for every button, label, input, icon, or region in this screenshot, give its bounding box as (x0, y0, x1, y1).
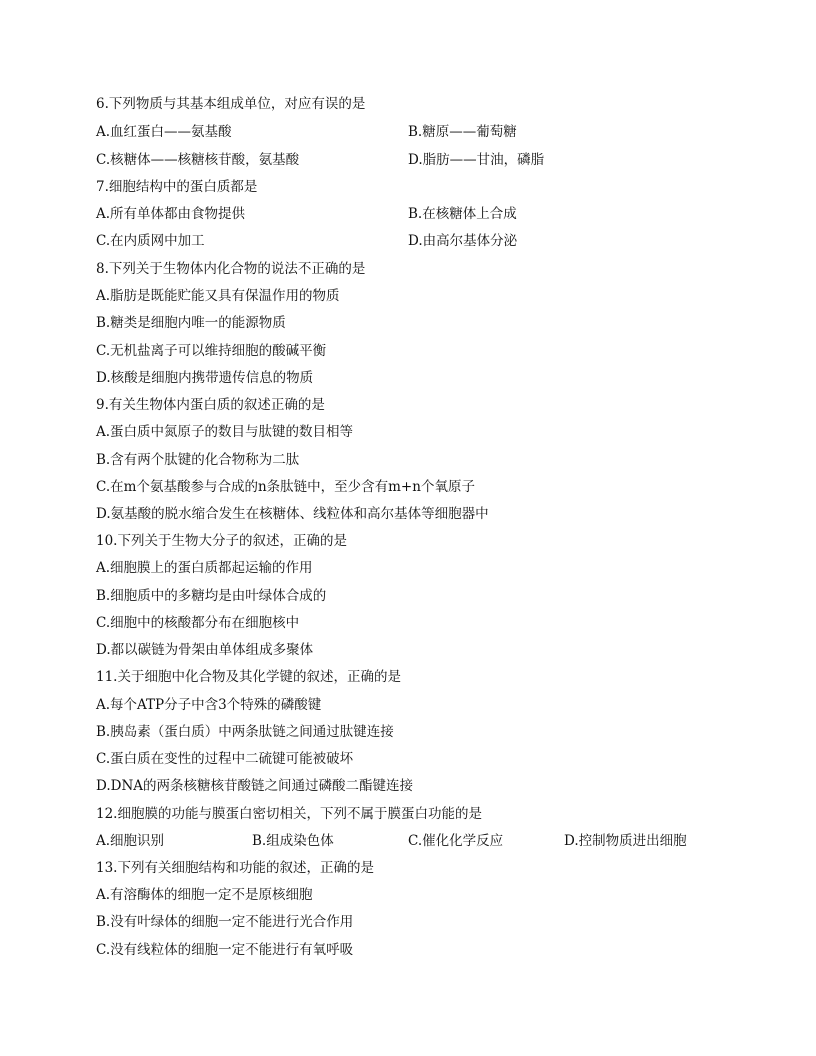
question-9-option-a: A.蛋白质中氮原子的数目与肽键的数目相等 (96, 424, 354, 440)
question-10-option-c: C.细胞中的核酸都分布在细胞核中 (96, 615, 300, 631)
question-8-option-d: D.核酸是细胞内携带遗传信息的物质 (96, 370, 314, 386)
question-10-stem: 10.下列关于生物大分子的叙述，正确的是 (96, 533, 347, 549)
option-d: D.脂肪——甘油，磷脂 (408, 152, 545, 168)
question-13-option-c: C.没有线粒体的细胞一定不能进行有氧呼吸 (96, 942, 354, 958)
question-8-option-c: C.无机盐离子可以维持细胞的酸碱平衡 (96, 343, 327, 359)
option-b: B.在核糖体上合成 (408, 206, 517, 222)
question-11-option-d: D.DNA的两条核糖核苷酸链之间通过磷酸二酯键连接 (96, 778, 414, 794)
option-b: B.组成染色体 (252, 833, 334, 849)
question-10-option-d: D.都以碳链为骨架由单体组成多聚体 (96, 642, 314, 658)
question-11-stem: 11.关于细胞中化合物及其化学键的叙述，正确的是 (96, 669, 401, 685)
question-8-option-a: A.脂肪是既能贮能又具有保温作用的物质 (96, 288, 340, 304)
question-11-option-b: B.胰岛素（蛋白质）中两条肽链之间通过肽键连接 (96, 724, 394, 740)
question-10-option-b: B.细胞质中的多糖均是由叶绿体合成的 (96, 588, 327, 604)
option-d: D.控制物质进出细胞 (564, 833, 687, 849)
question-9-option-b: B.含有两个肽键的化合物称为二肽 (96, 452, 300, 468)
option-a: A.细胞识别 (96, 833, 165, 849)
option-d: D.由高尔基体分泌 (408, 233, 518, 249)
option-c: C.催化化学反应 (408, 833, 504, 849)
question-9-option-c: C.在m个氨基酸参与合成的n条肽链中，至少含有m+n个氧原子 (96, 479, 475, 495)
question-11-option-a: A.每个ATP分子中含3个特殊的磷酸键 (96, 697, 322, 713)
question-6-stem: 6.下列物质与其基本组成单位，对应有误的是 (96, 96, 366, 112)
question-8-stem: 8.下列关于生物体内化合物的说法不正确的是 (96, 261, 366, 277)
question-9-option-d: D.氨基酸的脱水缩合发生在核糖体、线粒体和高尔基体等细胞器中 (96, 506, 489, 522)
question-11-option-c: C.蛋白质在变性的过程中二硫键可能被破坏 (96, 751, 354, 767)
question-9-stem: 9.有关生物体内蛋白质的叙述正确的是 (96, 397, 325, 413)
question-7-stem: 7.细胞结构中的蛋白质都是 (96, 179, 258, 195)
question-10-option-a: A.细胞膜上的蛋白质都起运输的作用 (96, 560, 313, 576)
option-c: C.核糖体——核糖核苷酸，氨基酸 (96, 152, 300, 168)
option-b: B.糖原——葡萄糖 (408, 124, 517, 140)
option-a: A.血红蛋白——氨基酸 (96, 124, 232, 140)
question-8-option-b: B.糖类是细胞内唯一的能源物质 (96, 315, 286, 331)
question-12-stem: 12.细胞膜的功能与膜蛋白密切相关，下列不属于膜蛋白功能的是 (96, 806, 482, 822)
option-a: A.所有单体都由食物提供 (96, 206, 246, 222)
question-13-option-b: B.没有叶绿体的细胞一定不能进行光合作用 (96, 914, 354, 930)
option-c: C.在内质网中加工 (96, 233, 205, 249)
question-13-stem: 13.下列有关细胞结构和功能的叙述，正确的是 (96, 860, 374, 876)
question-13-option-a: A.有溶酶体的细胞一定不是原核细胞 (96, 887, 313, 903)
